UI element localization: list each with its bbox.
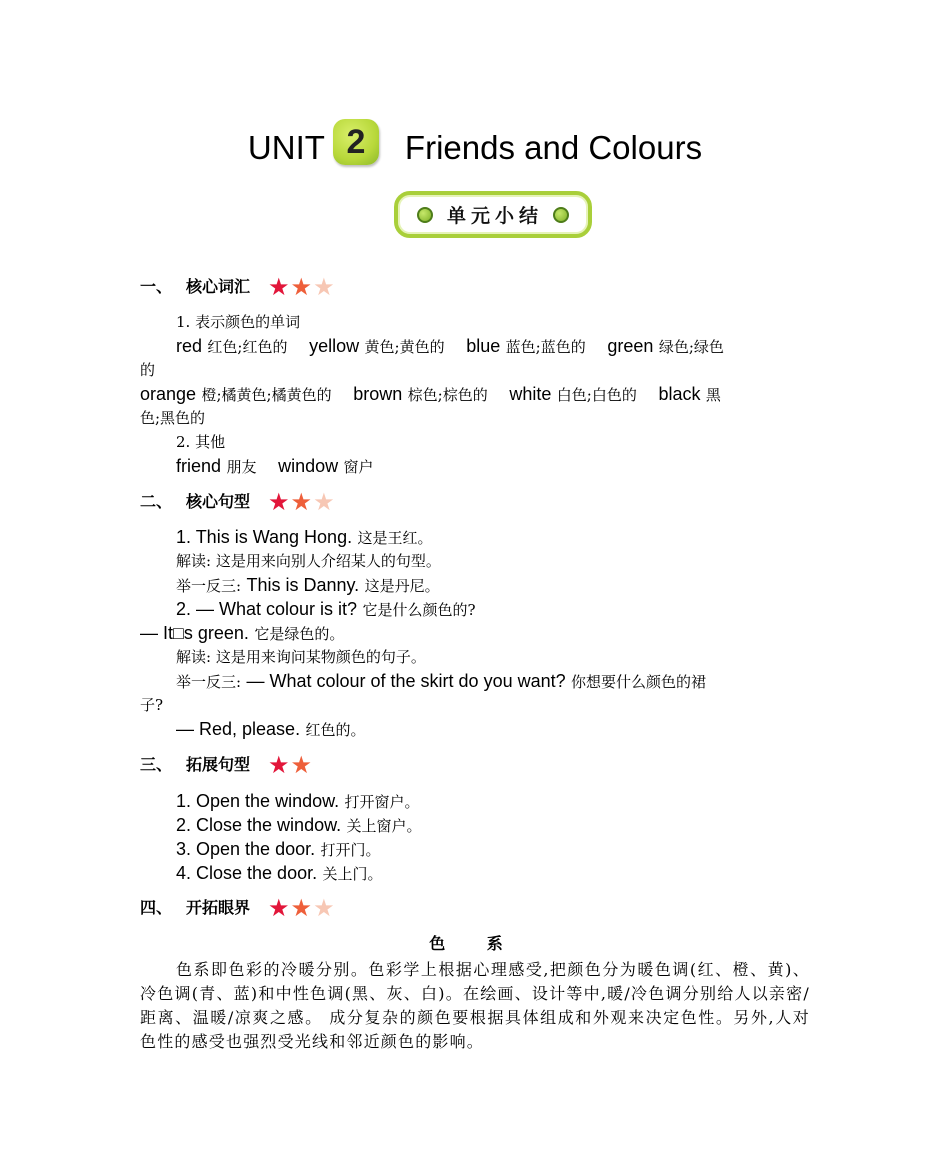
star-icon: ★ — [268, 273, 290, 301]
sentence-cn: 这是丹尼。 — [364, 577, 440, 595]
unit-summary-badge — [394, 191, 592, 238]
word-en: friend — [176, 456, 222, 476]
sentence-cn: 这是王红。 — [357, 529, 433, 547]
badge-dot-left-icon — [417, 207, 433, 223]
section-title: 拓展句型 — [186, 755, 251, 774]
section-heading-sentences — [140, 489, 336, 515]
word-cn: 蓝色;蓝色的 — [505, 338, 586, 356]
unit-title — [0, 118, 950, 178]
sentence-en: 3. Open the door. — [176, 839, 316, 859]
word-en: blue — [466, 336, 501, 356]
sentence-en: 2. Close the window. — [176, 815, 342, 835]
sentence-en: 2. — What colour is it? — [176, 599, 358, 619]
vocab-line — [140, 382, 810, 407]
star-half-icon: ★ — [290, 751, 313, 779]
word-en: red — [176, 336, 203, 356]
star-icon: ★ — [268, 751, 290, 779]
sentence-cn: 关上窗户。 — [346, 817, 422, 835]
sentence-cn: 你想要什么颜色的裙 — [571, 673, 707, 691]
star-icon: ★ — [290, 894, 313, 922]
word-cn: 窗户 — [343, 458, 374, 476]
sentence-cn: 关上门。 — [322, 865, 383, 883]
reading-heading: 色 系 — [429, 934, 521, 953]
star-icon: ★ — [268, 894, 290, 922]
vocab-line — [176, 454, 846, 479]
explanation-line: 解读: 这是用来向别人介绍某人的句型。 — [176, 552, 441, 570]
word-cn: 绿色;绿色 — [658, 338, 724, 356]
explanation-line: 解读: 这是用来询问某物颜色的句子。 — [176, 648, 426, 666]
star-half-icon: ★ — [313, 894, 335, 922]
sentence-en: 1. Open the window. — [176, 791, 340, 811]
difficulty-stars — [268, 275, 336, 299]
word-en: green — [607, 336, 654, 356]
extended-sentence — [176, 789, 846, 814]
difficulty-stars — [268, 753, 313, 777]
section-number: 一、 — [140, 277, 173, 296]
example-line — [176, 669, 846, 694]
difficulty-stars — [268, 896, 336, 920]
star-icon: ★ — [268, 488, 290, 516]
sentence-en: This is Danny. — [246, 575, 360, 595]
section-title: 开拓眼界 — [186, 898, 251, 917]
word-cn: 朋友 — [226, 458, 257, 476]
reading-paragraph: 色系即色彩的冷暖分别。色彩学上根据心理感受,把颜色分为暖色调(红、橙、黄)、冷色调(青、蓝)和中性色调(黑、灰、白)。在绘画、设计等中,暖/冷色调分别给人以亲密/距离、温暖/凉爽之感。 成分复杂的颜色要根据具体组成和外观来决定色性。另外,人对色性的感受也强烈受光线和邻近颜色的影响。 — [140, 960, 810, 1051]
sentence-cn: 打开门。 — [320, 841, 381, 859]
word-en: black — [658, 384, 701, 404]
unit-prefix: UNIT — [247, 129, 325, 166]
word-cn: 黑 — [705, 386, 721, 404]
word-en: white — [509, 384, 552, 404]
word-cn: 白色;白色的 — [556, 386, 637, 404]
example-line-wrap: 子? — [140, 696, 164, 714]
word-en: brown — [353, 384, 403, 404]
word-cn: 棕色;棕色的 — [407, 386, 488, 404]
section-number: 二、 — [140, 492, 173, 511]
badge-label: 单元小结 — [446, 205, 543, 227]
extended-sentence — [176, 861, 846, 886]
section-number: 四、 — [140, 898, 173, 917]
vocab-line-wrap: 色;黑色的 — [140, 409, 206, 427]
sentence-en: 4. Close the door. — [176, 863, 318, 883]
unit-number-badge: 2 — [333, 119, 379, 165]
sentence-en: — It□s green. — [140, 623, 249, 643]
badge-dot-right-icon — [553, 207, 569, 223]
sentence-line — [176, 597, 846, 622]
word-cn: 黄色;黄色的 — [364, 338, 445, 356]
sentence-line — [176, 525, 846, 550]
section-title: 核心句型 — [186, 492, 251, 511]
word-en: orange — [140, 384, 197, 404]
example-line — [176, 573, 846, 598]
word-en: yellow — [309, 336, 360, 356]
sentence-cn: 红色的。 — [305, 721, 366, 739]
word-en: window — [278, 456, 339, 476]
unit-title-text: Friends and Colours — [404, 129, 703, 166]
difficulty-stars — [268, 490, 336, 514]
section-heading-horizons — [140, 895, 336, 921]
section-title: 核心词汇 — [186, 277, 251, 296]
word-cn: 橙;橘黄色;橘黄色的 — [201, 386, 332, 404]
vocab-line-wrap: 的 — [140, 361, 156, 379]
vocab-line — [176, 334, 846, 359]
star-icon: ★ — [290, 273, 313, 301]
word-cn: 红色;红色的 — [207, 338, 288, 356]
subheading-others: 2. 其他 — [176, 433, 226, 451]
star-half-icon: ★ — [313, 273, 335, 301]
subheading-colour-words: 1. 表示颜色的单词 — [176, 313, 301, 331]
sentence-cn: 打开窗户。 — [344, 793, 420, 811]
sentence-line — [176, 717, 846, 742]
sentence-en: — What colour of the skirt do you want? — [246, 671, 566, 691]
extended-sentence — [176, 813, 846, 838]
extended-sentence — [176, 837, 846, 862]
sentence-cn: 它是绿色的。 — [254, 625, 345, 643]
example-label: 举一反三: — [176, 577, 242, 595]
star-half-icon: ★ — [313, 488, 335, 516]
section-heading-extended — [140, 752, 313, 778]
sentence-en: — Red, please. — [176, 719, 301, 739]
section-heading-vocabulary — [140, 274, 336, 300]
sentence-cn: 它是什么颜色的? — [362, 601, 476, 619]
example-label: 举一反三: — [176, 673, 242, 691]
sentence-en: 1. This is Wang Hong. — [176, 527, 353, 547]
sentence-line — [140, 621, 810, 646]
star-icon: ★ — [290, 488, 313, 516]
section-number: 三、 — [140, 755, 173, 774]
